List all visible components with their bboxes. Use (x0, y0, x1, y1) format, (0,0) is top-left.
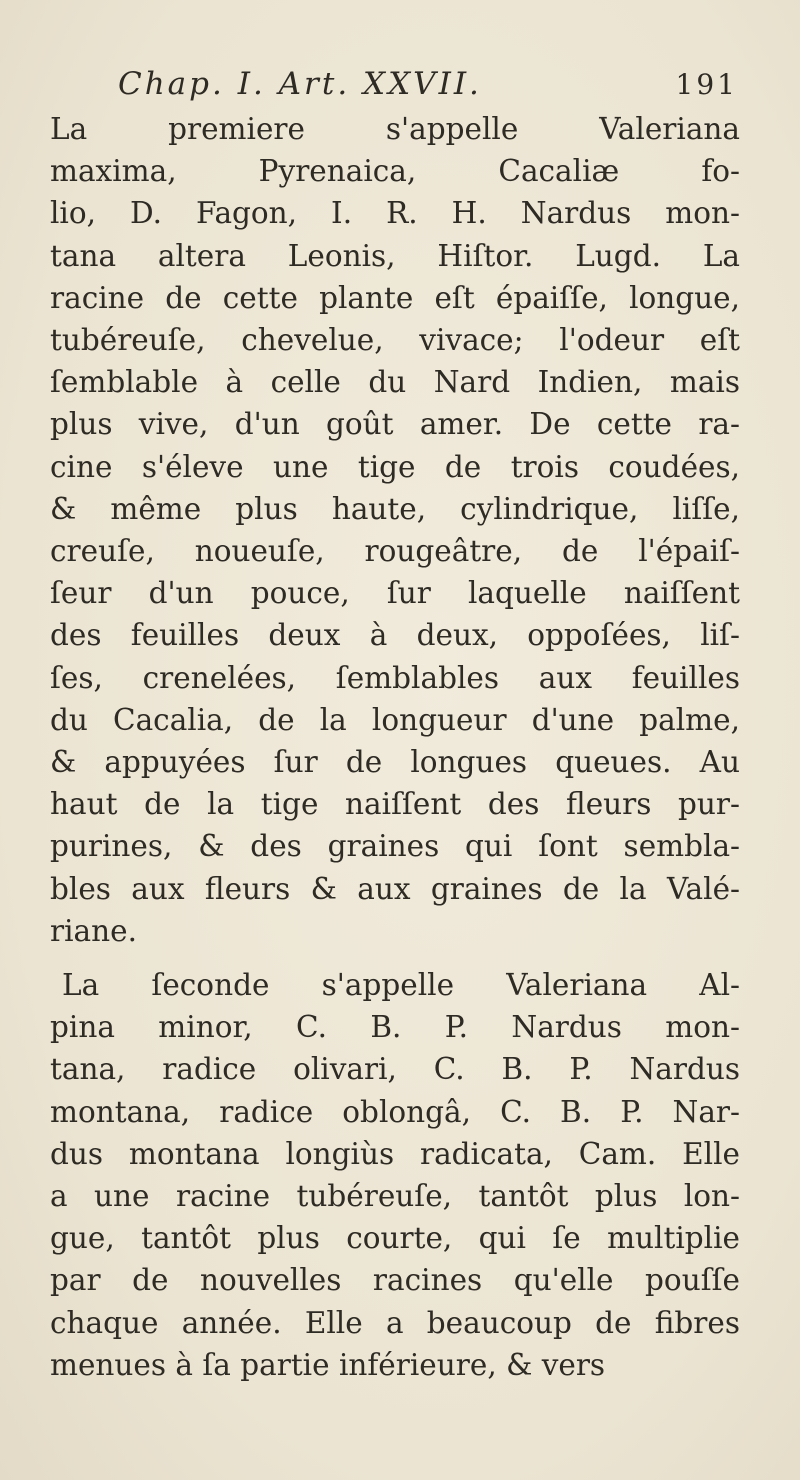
text-line: par de nouvelles racines qu'elle pouſſe (50, 1263, 740, 1298)
text-line: La premiere s'appelle Valeriana (50, 112, 740, 146)
text-line: maxima, Pyrenaica, Cacaliæ fo- (50, 154, 740, 189)
text-line: gue, tantôt plus courte, qui ſe multiplie (50, 1221, 740, 1256)
text-line: plus vive, d'un goût amer. De cette ra- (50, 407, 740, 442)
text-line: ſemblable à celle du Nard Indien, mais (50, 365, 740, 400)
text-line: du Cacalia, de la longueur d'une palme, (50, 702, 740, 737)
text-line: a une racine tubéreuſe, tantôt plus lon- (50, 1179, 740, 1214)
text-line: purines, & des graines qui ſont sembla- (50, 829, 740, 864)
text-line: dus montana longiùs radicata, Cam. Elle (50, 1136, 740, 1171)
text-line: haut de la tige naiſſent des fleurs pur- (50, 787, 740, 822)
text-line: racine de cette plante eſt épaiſſe, longue, (50, 280, 740, 315)
paragraph-gap (50, 952, 740, 964)
text-line: ſes, crenelées, ſemblables aux feuilles (50, 660, 740, 695)
text-line: lio, D. Fagon, I. R. H. Nardus mon- (50, 196, 740, 231)
text-line: tubéreuſe, chevelue, vivace; l'odeur eſt (50, 323, 740, 358)
text-line: bles aux fleurs & aux graines de la Valé- (50, 871, 740, 906)
body-text (50, 108, 740, 1386)
text-line: riane. (50, 913, 137, 948)
text-line: tana altera Leonis, Hiſtor. Lugd. La (50, 238, 740, 273)
text-line: pina minor, C. B. P. Nardus mon- (50, 1010, 740, 1045)
page-number: 191 (675, 68, 738, 101)
text-line: montana, radice oblongâ, C. B. P. Nar- (50, 1094, 740, 1129)
text-line: La ſeconde s'appelle Valeriana Al- (62, 968, 740, 1003)
text-line: cine s'éleve une tige de trois coudées, (50, 449, 740, 484)
text-line: menues à ſa partie inférieure, & vers (50, 1347, 606, 1382)
text-line: ſeur d'un pouce, ſur laquelle naiſſent (50, 576, 740, 611)
text-line: & même plus haute, cylindrique, liſſe, (50, 491, 740, 526)
text-line: chaque année. Elle a beaucoup de fibres (50, 1305, 740, 1340)
text-line: tana, radice olivari, C. B. P. Nardus (50, 1052, 740, 1087)
text-line: des feuilles deux à deux, oppoſées, liſ- (50, 618, 740, 653)
page-header (118, 66, 738, 110)
text-line: creuſe, noueuſe, rougeâtre, de l'épaiſ- (50, 534, 740, 569)
running-head: Chap. I. Art. XXVII. (118, 66, 482, 102)
text-line: & appuyées ſur de longues queues. Au (50, 745, 740, 780)
